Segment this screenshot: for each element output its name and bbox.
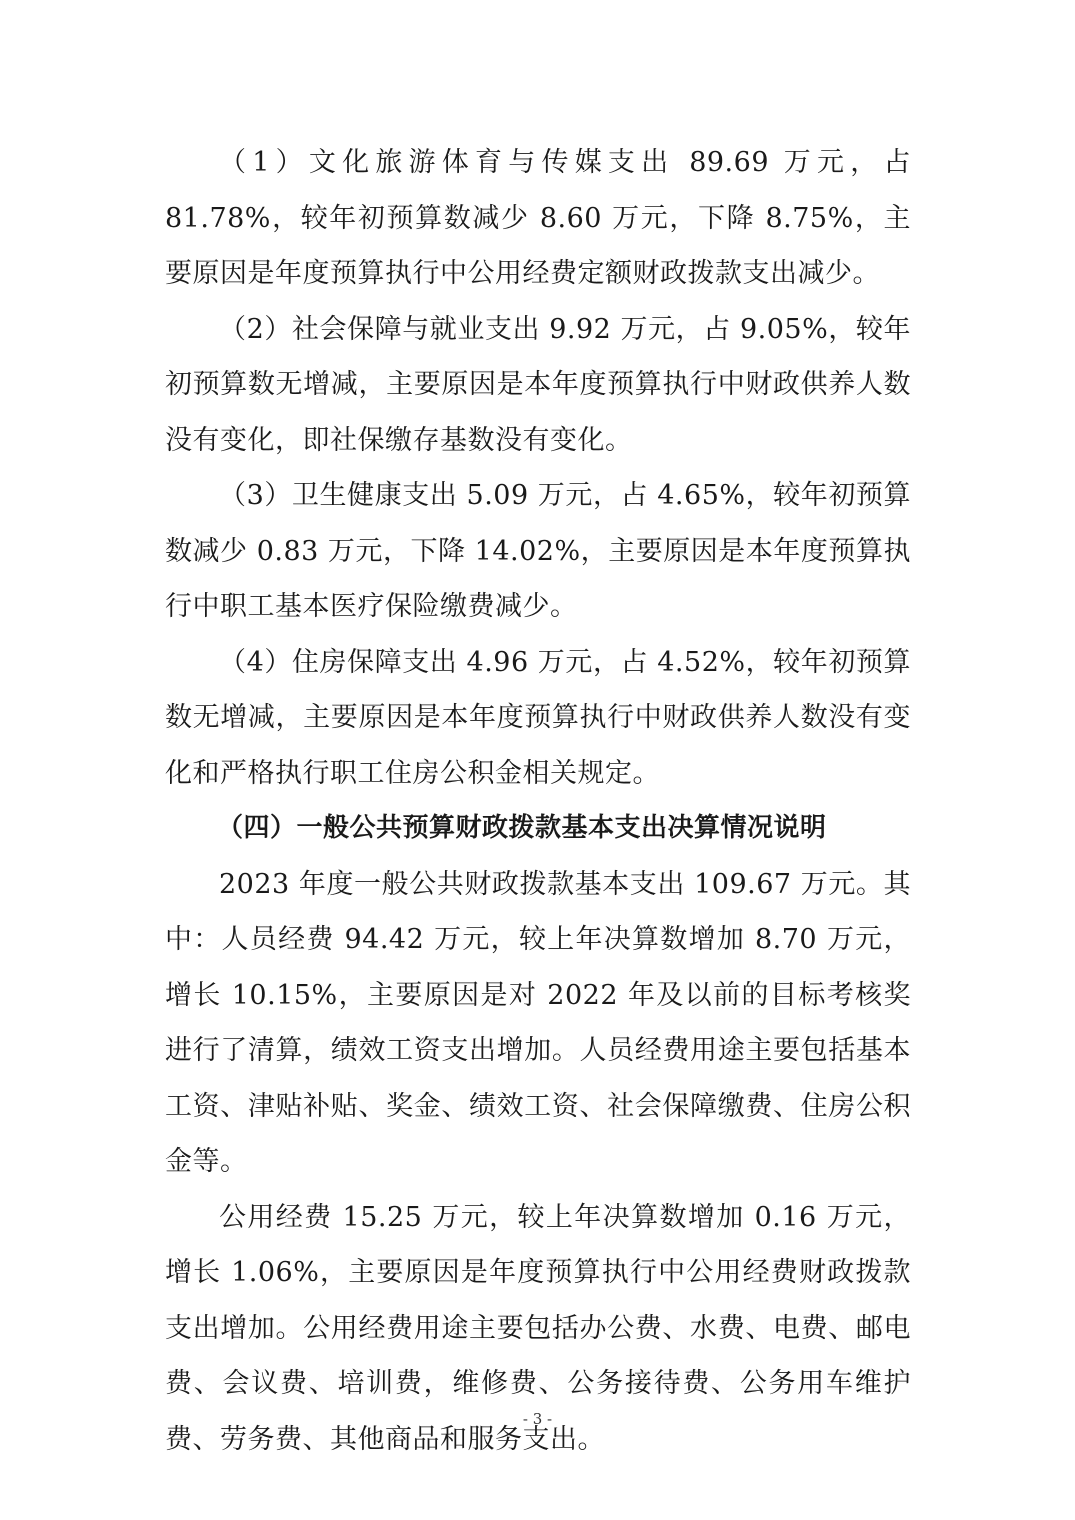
paragraph-public-funds: 公用经费 15.25 万元，较上年决算数增加 0.16 万元，增长 1.06%，主要原因是年度预算执行中公用经费财政拨款支出增加。公用经费用途主要包括办公费、水费、电费、邮电费、会议费、培训费，维修费、公务接待费、公务用车维护费、劳务费、其他商品和服务支出。 [165, 1201, 911, 1455]
document-body [165, 135, 911, 1467]
paragraph-social-security: （2）社会保障与就业支出 9.92 万元，占 9.05%，较年初预算数无增减，主要原因是本年度预算执行中财政供养人数没有变化，即社保缴存基数没有变化。 [165, 313, 911, 456]
paragraph-health: （3）卫生健康支出 5.09 万元，占 4.65%，较年初预算数减少 0.83 万元，下降 14.02%，主要原因是本年度预算执行中职工基本医疗保险缴费减少。 [165, 480, 911, 622]
paragraph-culture-tourism: （1）文化旅游体育与传媒支出 89.69 万元，占 81.78%，较年初预算数减少 8.60 万元，下降 8.75%，主要原因是年度预算执行中公用经费定额财政拨款支出减少。 [165, 147, 911, 289]
paragraph-housing: （4）住房保障支出 4.96 万元，占 4.52%，较年初预算数无增减，主要原因是本年度预算执行中财政供养人数没有变化和严格执行职工住房公积金相关规定。 [165, 646, 911, 789]
section-heading: （四）一般公共预算财政拨款基本支出决算情况说明 [217, 813, 827, 843]
page-number: - 3 - [522, 1410, 553, 1428]
paragraph-basic-expenditure: 2023 年度一般公共财政拨款基本支出 109.67 万元。其中：人员经费 94.42 万元，较上年决算数增加 8.70 万元，增长 10.15%，主要原因是对 2022 年及以前的目标考核奖进行了清算，绩效工资支出增加。人员经费用途主要包括基本工资、津贴补贴、奖金、绩效工资、社会保障缴费、住房公积金等。 [165, 868, 911, 1177]
